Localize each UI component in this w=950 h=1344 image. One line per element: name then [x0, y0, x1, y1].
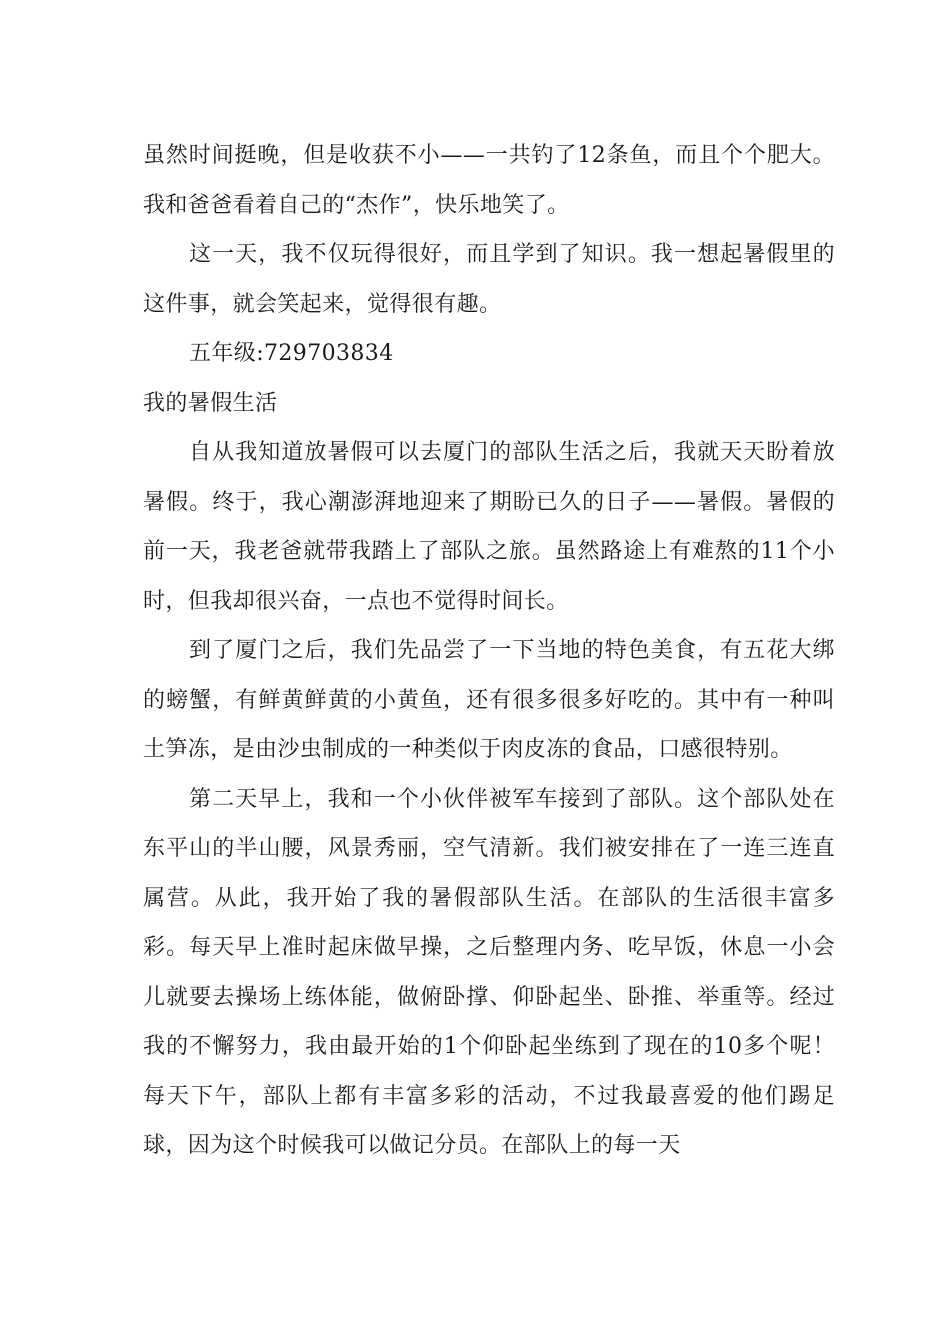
paragraph-xiamen-food: 到了厦门之后，我们先品尝了一下当地的特色美食，有五花大绑的螃蟹，有鲜黄鲜黄的小黄鱼，还有很多很多好吃的。其中有一种叫土笋冻，是由沙虫制成的一种类似于肉皮冻的食品，口感很特别。	[143, 638, 835, 762]
essay-title: 我的暑假生活	[143, 390, 278, 416]
paragraph-army-life: 第二天早上，我和一个小伙伴被军车接到了部队。这个部队处在东平山的半山腰，风景秀丽，空气清新。我们被安排在了一连三连直属营。从此，我开始了我的暑假部队生活。在部队的生活很丰富多彩。每天早上准时起床做早操，之后整理内务、吃早饭，休息一小会儿就要去操场上练体能，做俯卧撑、仰卧起坐、卧推、举重等。经过我的不懈努力，我由最开始的1个仰卧起坐练到了现在的10多个呢！每天下午，部队上都有丰富多彩的活动，不过我最喜爱的他们踢足球，因为这个时候我可以做记分员。在部队上的每一天	[143, 786, 835, 1158]
grade-label: 五年级:729703834	[189, 341, 394, 366]
document-body	[143, 131, 835, 1171]
paragraph-fishing-result: 虽然时间挺晚，但是收获不小——一共钓了12条鱼，而且个个肥大。我和爸爸看着自己的“杰作”，快乐地笑了。	[143, 143, 835, 218]
paragraph-fishing-conclusion: 这一天，我不仅玩得很好，而且学到了知识。我一想起暑假里的这件事，就会笑起来，觉得很有趣。	[143, 242, 835, 317]
paragraph-army-trip: 自从我知道放暑假可以去厦门的部队生活之后，我就天天盼着放暑假。终于，我心潮澎湃地迎来了期盼已久的日子——暑假。暑假的前一天，我老爸就带我踏上了部队之旅。虽然路途上有难熬的11个小时，但我却很兴奋，一点也不觉得时间长。	[143, 440, 835, 614]
